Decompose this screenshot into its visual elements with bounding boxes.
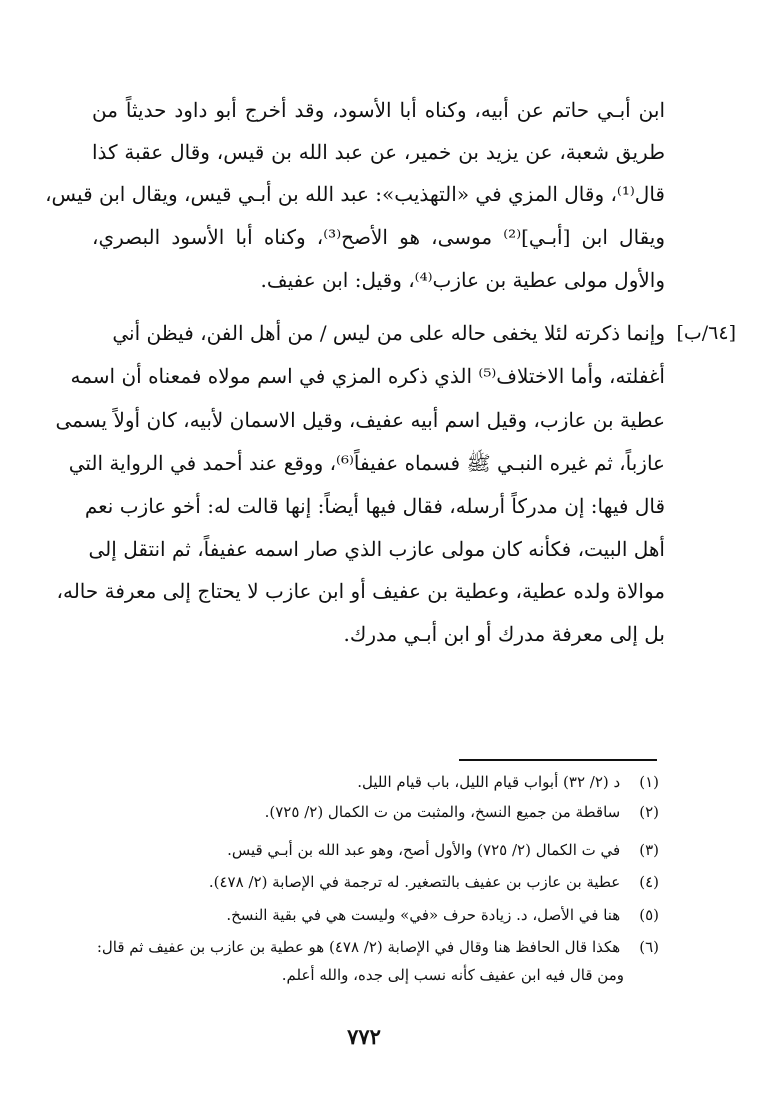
footnote-text: د (٢/ ٣٢) أبواب قيام الليل، باب قيام الليل. xyxy=(357,773,621,791)
text-line: والأول مولى عطية بن عازب⁽⁴⁾، وقيل: ابن عفيف. xyxy=(260,268,665,292)
footnote-5 xyxy=(99,903,659,927)
text-line: قال⁽¹⁾، وقال المزي في «التهذيب»: عبد الله بن أبـي قيس، ويقال ابن قيس، xyxy=(45,182,665,206)
footnote-separator xyxy=(459,759,657,761)
footnote-4 xyxy=(99,870,659,894)
folio-marker: [٦٤/ب] xyxy=(676,322,736,344)
footnote-6 xyxy=(96,935,659,959)
text-line: عازباً، ثم غيره النبـي ﷺ فسماه عفيفاً⁽⁶⁾، ووقع عند أحمد في الرواية التي xyxy=(68,451,665,475)
text-line: قال فيها: إن مدركاً أرسله، فقال فيها أيضاً: إنها قالت له: أخو عازب نعم xyxy=(84,494,665,518)
footnote-number: (٦) xyxy=(639,938,659,956)
footnote-number: (٤) xyxy=(639,873,659,891)
footnote-text: هنا في الأصل، د. زيادة حرف «في» وليست هي في بقية النسخ. xyxy=(226,906,621,924)
footnote-text: هكذا قال الحافظ هنا وقال في الإصابة (٢/ ٤٧٨) هو عطية بن عازب بن عفيف ثم قال: xyxy=(96,938,621,956)
page-number: ٧٧٢ xyxy=(347,1024,381,1049)
text-line: أغفلته، وأما الاختلاف⁽⁵⁾ الذي ذكره المزي في اسم مولاه فمعناه أن اسمه xyxy=(70,364,665,388)
footnote-number: (١) xyxy=(639,773,659,791)
footnote-6-continuation: ومن قال فيه ابن عفيف كأنه نسب إلى جده، والله أعلم. xyxy=(281,966,624,984)
text-line: ابن أبـي حاتم عن أبيه، وكناه أبا الأسود، وقد أخرج أبو داود حديثاً من xyxy=(92,98,665,122)
text-line: بل إلى معرفة مدرك أو ابن أبـي مدرك. xyxy=(343,622,665,646)
footnote-number: (٣) xyxy=(639,841,659,859)
footnote-2 xyxy=(99,800,659,824)
footnote-text: في ت الكمال (٢/ ٧٢٥) والأول أصح، وهو عبد الله بن أبـي قيس. xyxy=(227,841,621,859)
footnote-number: (٥) xyxy=(639,906,659,924)
text-line: موالاة ولده عطية، وعطية بن عفيف أو ابن عازب لا يحتاج إلى معرفة حاله، xyxy=(56,579,665,603)
footnote-text: عطية بن عازب بن عفيف بالتصغير. له ترجمة في الإصابة (٢/ ٤٧٨). xyxy=(208,873,621,891)
footnote-text: ساقطة من جميع النسخ، والمثبت من ت الكمال (٢/ ٧٢٥). xyxy=(264,803,621,821)
text-line: ويقال ابن [أبـي]⁽²⁾ موسى، هو الأصح⁽³⁾، وكناه أبا الأسود البصري، xyxy=(92,225,666,249)
footnote-3 xyxy=(99,838,659,862)
footnote-number: (٢) xyxy=(639,803,659,821)
text-line: أهل البيت، فكأنه كان مولى عازب الذي صار اسمه عفيفاً، ثم انتقل إلى xyxy=(88,537,665,561)
text-line: وإنما ذكرته لئلا يخفى حاله على من ليس / من أهل الفن، فيظن أني xyxy=(112,321,665,345)
text-line: طريق شعبة، عن يزيد بن خمير، عن عبد الله بن قيس، وقال عقبة كذا xyxy=(92,140,665,164)
footnote-1 xyxy=(99,770,659,794)
text-line: عطية بن عازب، وقيل اسم أبيه عفيف، وقيل الاسمان لأبيه، كان أولاً يسمى xyxy=(55,408,665,432)
